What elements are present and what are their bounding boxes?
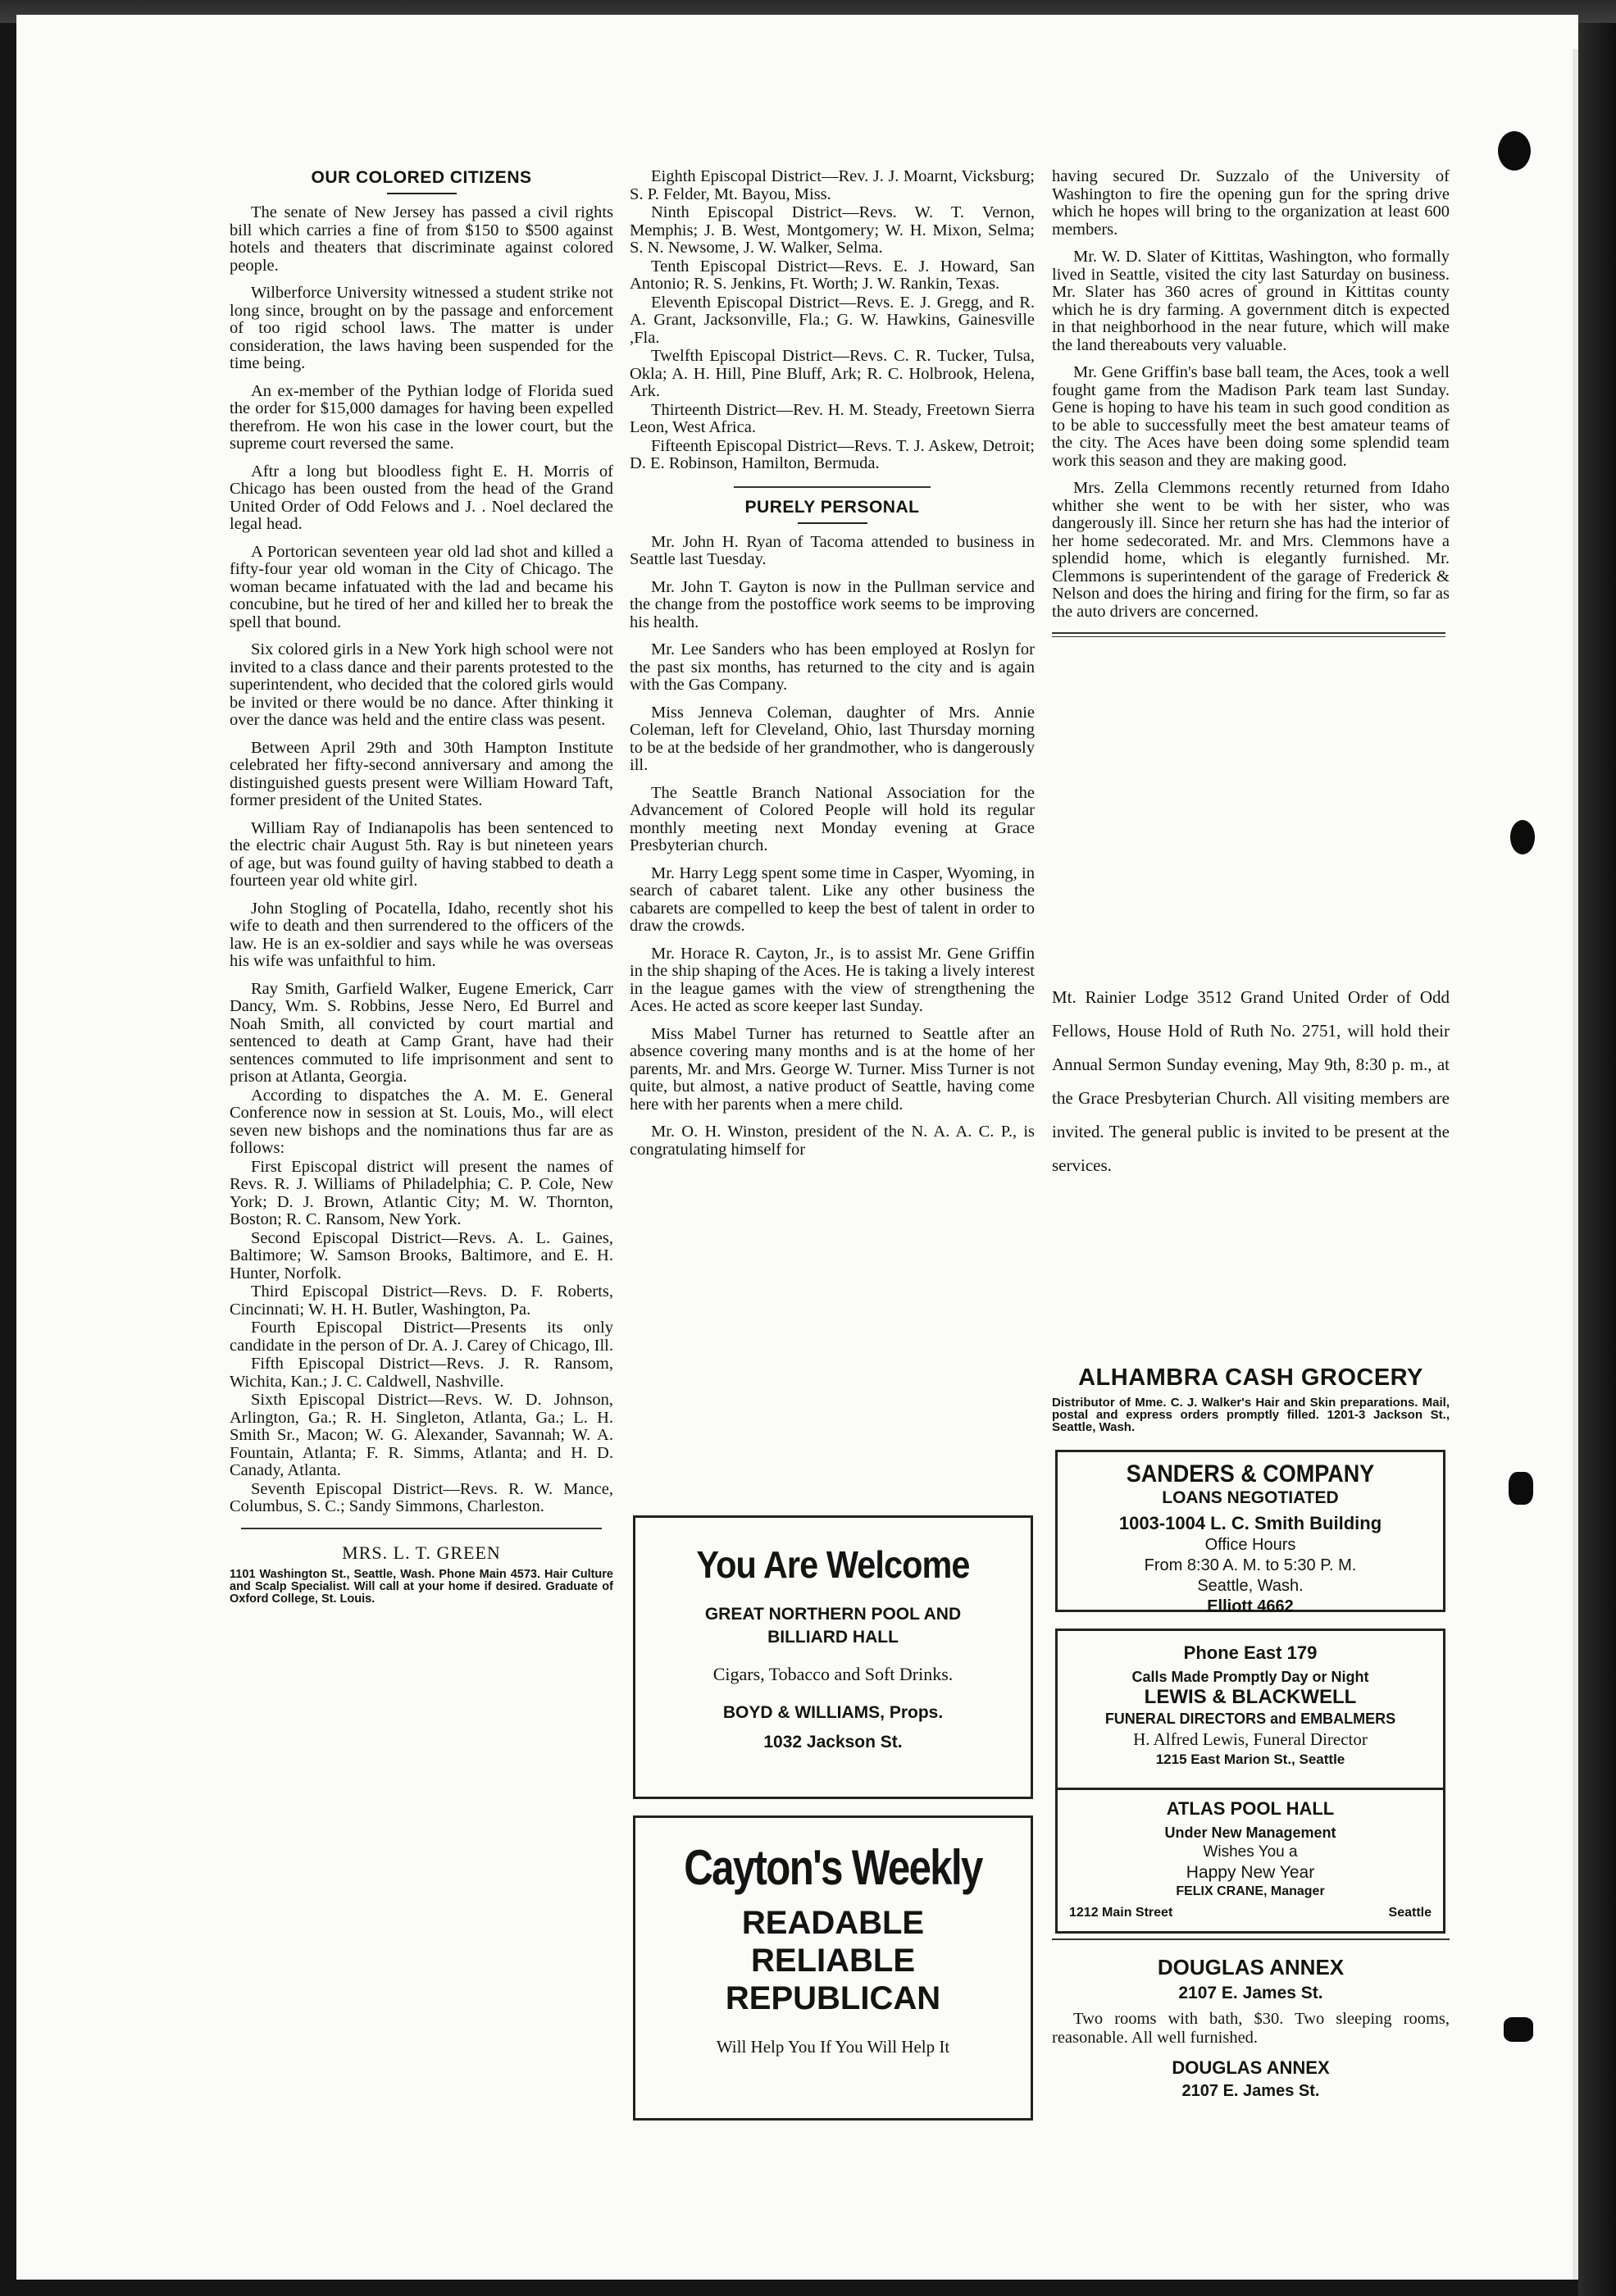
atlas-title: ATLAS POOL HALL bbox=[1166, 1798, 1335, 1819]
sanders-ad bbox=[1055, 1450, 1445, 1615]
sanders-city: Seattle, Wash. bbox=[1197, 1577, 1304, 1595]
lewis-calls: Calls Made Promptly Day or Night bbox=[1131, 1669, 1369, 1685]
punch-hole-bottom bbox=[1504, 2017, 1533, 2042]
double-rule bbox=[1052, 632, 1445, 637]
personal-item: having secured Dr. Suzzalo of the University of Washington to fire the opening gun for the spring drive which he hopes will bring to the organization at least 600 members. bbox=[1052, 167, 1450, 239]
punch-hole-lower bbox=[1509, 1472, 1533, 1505]
atlas-footer bbox=[1058, 1899, 1443, 1920]
heading-rule bbox=[798, 522, 867, 524]
episcopal-district-item: Ninth Episcopal District—Revs. W. T. Vernon, Memphis; J. B. West, Montgomery; W. H. Mixon, Selma; S. N. Newsome, J. W. Walker, Selma. bbox=[630, 203, 1035, 257]
column-divider bbox=[734, 486, 931, 488]
atlas-street: 1212 Main Street bbox=[1069, 1906, 1173, 1920]
lewis-addr: 1215 East Marion St., Seattle bbox=[1155, 1752, 1345, 1767]
caytons-weekly-tagline: Will Help You If You Will Help It bbox=[716, 2037, 950, 2057]
green-ad bbox=[230, 1542, 613, 1606]
atlas-line1: Under New Management bbox=[1164, 1824, 1336, 1841]
douglas-text: Two rooms with bath, $30. Two sleeping rooms, reasonable. All well furnished. bbox=[1052, 2010, 1450, 2047]
punch-hole-middle bbox=[1510, 820, 1535, 854]
lodge-notice: Mt. Rainier Lodge 3512 Grand United Order of Odd Fellows, House Hold of Ruth No. 2751, will hold their Annual Sermon Sunday evening, May 9th, 8:30 p. m., at the Grace Presbyterian Church. All visiting members are invited. The general public is invited to be present at the services. bbox=[1052, 987, 1450, 1175]
column-1 bbox=[230, 168, 613, 1606]
personal-item: Mr. W. D. Slater of Kittitas, Washington, who formally lived in Seattle, visited the city last Saturday on business. Mr. Slater has 360 acres of ground in Kittitas county which he is dry farming. A government ditch is expected in that neighborhood in the near future, which will make the land thereabouts very valuable. bbox=[1052, 248, 1450, 354]
sanders-hours: From 8:30 A. M. to 5:30 P. M. bbox=[1144, 1556, 1357, 1574]
sanders-hours-label: Office Hours bbox=[1204, 1536, 1296, 1554]
section-heading-our-colored-citizens: OUR COLORED CITIZENS bbox=[311, 168, 532, 187]
news-item: Between April 29th and 30th Hampton Institute celebrated her fifty-second anniversary and among the distinguished guests present were William Howard Taft, former president of the United States. bbox=[230, 738, 613, 809]
news-item: Six colored girls in a New York high school were not invited to a class dance and their parents protested to the superintendent, who decided that the colored girls would be invited or there would be no dance. After thinking it over the dance was held and the entire class was pesent. bbox=[230, 640, 613, 729]
news-item: William Ray of Indianapolis has been sentenced to the electric chair August 5th. Ray is but nineteen years of age, but was found guilty of having stabbed to death a fourteen year old white girl. bbox=[230, 818, 613, 890]
green-ad-text: 1101 Washington St., Seattle, Wash. Phone Main 4573. Hair Culture and Scalp Specialist. Will call at your home if desired. Graduate of Oxford College, St. Louis. bbox=[230, 1567, 613, 1606]
caytons-weekly-ad bbox=[633, 1815, 1033, 2121]
column-2 bbox=[630, 168, 1035, 1168]
douglas-title-2: DOUGLAS ANNEX bbox=[1172, 2057, 1330, 2078]
episcopal-district-item: Fourth Episcopal District—Presents its only candidate in the person of Dr. A. J. Carey of Chicago, Ill. bbox=[230, 1319, 613, 1355]
caytons-weekly-title: Cayton's Weekly bbox=[684, 1840, 982, 1895]
welcome-ad-line1: GREAT NORTHERN POOL AND bbox=[704, 1605, 962, 1624]
personal-item: Mr. Lee Sanders who has been employed at Roslyn for the past six months, has returned to the city and is again with the Gas Company. bbox=[630, 640, 1035, 694]
punch-hole-top bbox=[1498, 131, 1531, 171]
personal-item: Miss Mabel Turner has returned to Seattle after an absence covering many months and is at the home of her parents, Mr. and Mrs. George W. Turner. Miss Turner is not quite, but almost, a native product of Seattle, having come here with her parents when a mere child. bbox=[630, 1024, 1035, 1114]
sanders-addr: 1003-1004 L. C. Smith Building bbox=[1118, 1513, 1382, 1533]
episcopal-district-item: Tenth Episcopal District—Revs. E. J. Howard, San Antonio; R. S. Jenkins, Ft. Worth; J. W. Rankin, Texas. bbox=[630, 257, 1035, 293]
welcome-ad-title: You Are Welcome bbox=[696, 1543, 970, 1586]
atlas-city: Seattle bbox=[1388, 1906, 1432, 1920]
douglas-title: DOUGLAS ANNEX bbox=[1157, 1955, 1345, 1979]
caytons-weekly-republican: REPUBLICAN bbox=[725, 1980, 941, 2016]
personal-item: Miss Jenneva Coleman, daughter of Mrs. Annie Coleman, left for Cleveland, Ohio, last Thursday morning to be at the bedside of her grandmother, who is dangerously ill. bbox=[630, 703, 1035, 774]
alhambra-text: Distributor of Mme. C. J. Walker's Hair and Skin preparations. Mail, postal and express orders promptly filled. 1201-3 Jackson St., Seattle, Wash. bbox=[1052, 1396, 1450, 1434]
column-divider bbox=[241, 1528, 602, 1529]
douglas-rule bbox=[1052, 1938, 1450, 1940]
news-item: A Portorican seventeen year old lad shot and killed a fifty-four year old woman in the City of Chicago. The woman became infatuated with the lad and became his concubine, but he tired of her and killed her to break the spell that bound. bbox=[230, 542, 613, 631]
news-item: John Stogling of Pocatella, Idaho, recently shot his wife to death and then surrendered to the officers of the law. He is an ex-soldier and says while he was overseas his wife was unfaithful to him. bbox=[230, 899, 613, 970]
personal-item: Mr. O. H. Winston, president of the N. A. A. C. P., is congratulating himself for bbox=[630, 1123, 1035, 1159]
atlas-line2: Wishes You a bbox=[1203, 1843, 1298, 1861]
episcopal-district-item: Sixth Episcopal District—Revs. W. D. Johnson, Arlington, Ga.; R. H. Singleton, Atlanta, Ga.; L. H. Smith Sr., Macon; W. G. Alexander, Savannah; W. A. Fountain, Atlanta; F. R. Simms, Atlanta; and H. D. Canady, Atlanta. bbox=[230, 1391, 613, 1479]
news-item: Wilberforce University witnessed a student strike not long since, brought on by the passage and enforcement of too rigid school laws. The matter is under consideration, the laws having been suspended for the time being. bbox=[230, 284, 613, 372]
douglas-annex-ad bbox=[1052, 1938, 1450, 2101]
douglas-addr: 2107 E. James St. bbox=[1178, 1984, 1323, 2002]
atlas-line4: FELIX CRANE, Manager bbox=[1176, 1884, 1325, 1898]
atlas-line3: Happy New Year bbox=[1186, 1863, 1315, 1882]
scan-border-right bbox=[1578, 23, 1616, 2296]
episcopal-district-item: Seventh Episcopal District—Revs. R. W. Mance, Columbus, S. C.; Sandy Simmons, Charleston. bbox=[230, 1479, 613, 1515]
news-item: According to dispatches the A. M. E. General Conference now in session at St. Louis, Mo., will elect seven new bishops and the nominations thus far are as follows: bbox=[230, 1086, 613, 1157]
news-item: Ray Smith, Garfield Walker, Eugene Emerick, Carr Dancy, Wm. S. Robbins, Jesse Nero, Ed Burrel and Noah Smith, all convicted by court martial and sentenced to death at Camp Grant, have had their sentences commuted to life imprisonment and sent to prison at Atlanta, Georgia. bbox=[230, 979, 613, 1086]
episcopal-district-item: Eighth Episcopal District—Rev. J. J. Moarnt, Vicksburg; S. P. Felder, Mt. Bayou, Miss. bbox=[630, 167, 1035, 203]
episcopal-district-item: Second Episcopal District—Revs. A. L. Gaines, Baltimore; W. Samson Brooks, Baltimore, and E. H. Hunter, Norfolk. bbox=[230, 1228, 613, 1282]
welcome-ad-line3: Cigars, Tobacco and Soft Drinks. bbox=[712, 1664, 954, 1684]
episcopal-district-item: First Episcopal district will present the names of Revs. R. J. Williams of Philadelphia; C. P. Cole, New York; D. J. Brown, Atlantic City; M. W. Thornton, Boston; R. C. Ransom, New York. bbox=[230, 1157, 613, 1228]
personal-item: The Seattle Branch National Association for the Advancement of Colored People will hold its regular monthly meeting next Monday evening at Grace Presbyterian church. bbox=[630, 783, 1035, 854]
section-heading-purely-personal: PURELY PERSONAL bbox=[744, 497, 920, 517]
welcome-ad-line5: 1032 Jackson St. bbox=[763, 1733, 903, 1752]
welcome-ad bbox=[633, 1515, 1033, 1799]
column-3 bbox=[1052, 168, 1450, 637]
lewis-blackwell-ad bbox=[1055, 1629, 1445, 1796]
lewis-name: LEWIS & BLACKWELL bbox=[1144, 1686, 1357, 1708]
lewis-role: FUNERAL DIRECTORS and EMBALMERS bbox=[1104, 1711, 1396, 1727]
sanders-sub: LOANS NEGOTIATED bbox=[1162, 1488, 1339, 1507]
atlas-pool-hall-ad bbox=[1055, 1788, 1445, 1934]
personal-item: Mr. Gene Griffin's base ball team, the Aces, took a well fought game from the Madison Park team last Sunday. Gene is hoping to have his team in such good condition as to be able to successfully meet the best amateur teams of the city. The Aces have been doing some splendid team work this season and they are making good. bbox=[1052, 363, 1450, 470]
news-item: An ex-member of the Pythian lodge of Florida sued the order for $15,000 damages for having been expelled therefrom. He won his case in the lower court, but the supreme court reversed the same. bbox=[230, 381, 613, 453]
lewis-phone: Phone East 179 bbox=[1183, 1642, 1318, 1663]
lewis-director: H. Alfred Lewis, Funeral Director bbox=[1133, 1729, 1368, 1749]
alhambra-title: ALHAMBRA CASH GROCERY bbox=[1078, 1364, 1423, 1391]
heading-rule bbox=[387, 193, 457, 194]
news-item: The senate of New Jersey has passed a civil rights bill which carries a fine of from $150 to $500 against hotels and theaters that discriminate against colored people. bbox=[230, 203, 613, 275]
episcopal-district-item: Eleventh Episcopal District—Revs. E. J. Gregg, and R. A. Grant, Jacksonville, Fla.; G. W. Hawkins, Gainesville ,Fla. bbox=[630, 293, 1035, 347]
sanders-phone: Elliott 4662 bbox=[1207, 1597, 1294, 1615]
welcome-ad-line2: BILLIARD HALL bbox=[767, 1628, 899, 1647]
green-ad-name: MRS. L. T. GREEN bbox=[342, 1542, 501, 1563]
episcopal-district-item: Fifth Episcopal District—Revs. J. R. Ransom, Wichita, Kan.; J. C. Caldwell, Nashville. bbox=[230, 1355, 613, 1391]
sanders-title: SANDERS & COMPANY bbox=[1126, 1460, 1375, 1487]
episcopal-district-item: Thirteenth District—Rev. H. M. Steady, Freetown Sierra Leon, West Africa. bbox=[630, 400, 1035, 436]
personal-item: Mr. John H. Ryan of Tacoma attended to business in Seattle last Tuesday. bbox=[630, 532, 1035, 568]
episcopal-district-item: Fifteenth Episcopal District—Revs. T. J. Askew, Detroit; D. E. Robinson, Hamilton, Bermuda. bbox=[630, 436, 1035, 472]
caytons-weekly-reliable: RELIABLE bbox=[751, 1943, 915, 1979]
caytons-weekly-readable: READABLE bbox=[741, 1905, 925, 1941]
alhambra-ad bbox=[1052, 1364, 1450, 1433]
episcopal-district-item: Twelfth Episcopal District—Revs. C. R. Tucker, Tulsa, Okla; A. H. Hill, Pine Bluff, Ark; R. C. Holbrook, Helena, Ark. bbox=[630, 347, 1035, 400]
douglas-addr-2: 2107 E. James St. bbox=[1181, 2082, 1320, 2100]
news-item: Aftr a long but bloodless fight E. H. Morris of Chicago has been ousted from the head of the Grand United Order of Odd Felows and J. . Noel declared the legal head. bbox=[230, 462, 613, 533]
personal-item: Mr. John T. Gayton is now in the Pullman service and the change from the postoffice work seems to be improving his health. bbox=[630, 577, 1035, 631]
personal-item: Mr. Harry Legg spent some time in Casper, Wyoming, in search of cabaret talent. Like any other business the cabarets are compelled to keep the best of talent in order to draw the crowds. bbox=[630, 863, 1035, 935]
personal-item: Mrs. Zella Clemmons recently returned from Idaho whither she went to be with her sister, who was dangerously ill. Since her return she has had the interior of her home sedecorated. Mr. and Mrs. Clemmons have a splendid home, which is elegantly furnished. Mr. Clemmons is superintendent of the garage of Frederick & Nelson and does the hiring and firing for the firm, so far as the auto drivers are concerned. bbox=[1052, 479, 1450, 621]
episcopal-district-item: Third Episcopal District—Revs. D. F. Roberts, Cincinnati; W. H. H. Butler, Washington, Pa. bbox=[230, 1282, 613, 1319]
welcome-ad-line4: BOYD & WILLIAMS, Props. bbox=[722, 1703, 944, 1722]
personal-item: Mr. Horace R. Cayton, Jr., is to assist Mr. Gene Griffin in the ship shaping of the Aces. He is taking a lively interest in the league games with the view of strengthening the Aces. He acted as score keeper last Sunday. bbox=[630, 944, 1035, 1015]
